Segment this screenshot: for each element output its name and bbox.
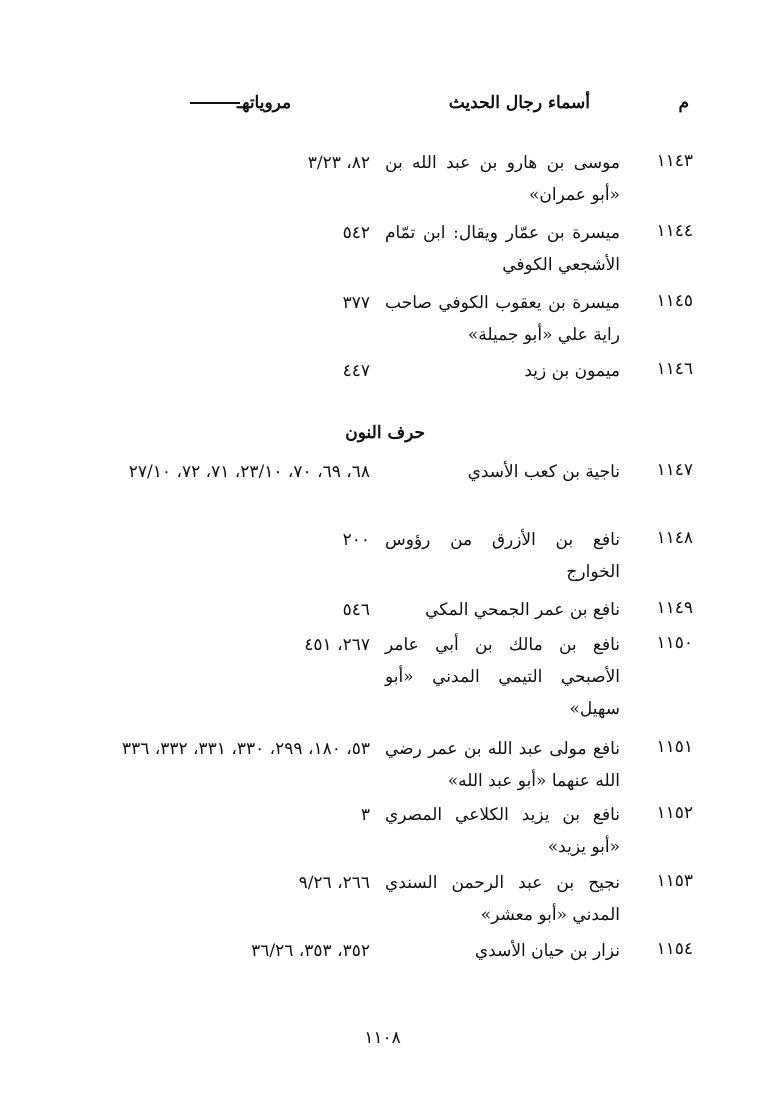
entry-name: نزار بن حيان الأسدي — [474, 941, 620, 961]
entry-name: نافع مولى عبد الله بن عمر رضي الله عنهما «أبو عبد الله» — [385, 739, 620, 791]
entry-refs: ٥٣، ١٨٠، ٢٩٩، ٣٣٠، ٣٣١، ٣٣٢، ٣٣٦ — [121, 739, 370, 759]
section-title: حرف النون — [345, 423, 425, 443]
entry-refs: ٦٨، ٦٩، ٧٠، ٢٣/١٠، ٧١، ٧٢، ٢٧/١٠ — [128, 462, 370, 482]
entry-refs: ٥٤٢ — [342, 223, 370, 243]
header-kashida-rule — [190, 102, 240, 104]
entry-refs: ٣٧٧ — [342, 293, 370, 313]
header-refs-column — [190, 93, 291, 115]
entry-name: نافع بن الأزرق من رؤوس الخوارج — [385, 530, 620, 582]
entry-number: ١١٤٧ — [656, 460, 693, 480]
entry-refs: ٣ — [360, 805, 370, 825]
entry-refs: ٢٦٧، ٤٥١ — [304, 635, 370, 655]
entry-name: موسى بن هارو بن عبد الله بن «أبو عمران» — [385, 153, 620, 205]
entry-refs: ٤٤٧ — [342, 361, 370, 381]
entry-number: ١١٤٤ — [656, 221, 693, 241]
entry-number: ١١٤٨ — [656, 528, 693, 548]
entry-name: ميمون بن زيد — [524, 361, 620, 381]
entry-number: ١١٤٦ — [656, 359, 693, 379]
page-number: ١١٠٨ — [364, 1028, 401, 1048]
entry-refs: ٢٠٠ — [342, 530, 370, 550]
entry-name: نجيح بن عبد الرحمن السندي المدني «أبو معشر» — [385, 873, 620, 925]
entry-refs: ٥٤٦ — [342, 600, 370, 620]
entry-refs: ٢٦٦، ٩/٢٦ — [298, 873, 370, 893]
entry-number: ١١٤٥ — [656, 291, 693, 311]
entry-number: ١١٥٠ — [656, 633, 693, 653]
entry-number: ١١٥١ — [656, 737, 693, 757]
entry-number: ١١٤٣ — [656, 151, 693, 171]
entry-number: ١١٤٩ — [656, 598, 693, 618]
header-refs-label: مروياتهـ — [237, 93, 292, 113]
entry-name: نافع بن يزيد الكلاعي المصري «أبو يزيد» — [385, 805, 620, 857]
header-name-column: أسماء رجال الحديث — [448, 93, 590, 113]
entry-name: ميسرة بن عمّار ويقال: ابن تمّام الأشجعي الكوفي — [385, 223, 620, 275]
entry-refs: ٣٥٢، ٣٥٣، ٣٦/٢٦ — [251, 941, 370, 961]
entry-number: ١١٥٣ — [656, 871, 693, 891]
entry-name: نافع بن مالك بن أبي عامر الأصبحي التيمي المدني «أبو سهيل» — [385, 635, 620, 719]
entry-name: نافع بن عمر الجمحي المكي — [425, 600, 620, 620]
entry-number: ١١٥٤ — [656, 939, 693, 959]
entry-refs: ٨٢، ٣/٢٣ — [307, 153, 370, 173]
entry-name: ناجية بن كعب الأسدي — [467, 462, 620, 482]
entry-number: ١١٥٢ — [656, 803, 693, 823]
entry-name: ميسرة بن يعقوب الكوفي صاحب راية علي «أبو جميلة» — [385, 293, 620, 345]
header-number-column: م — [678, 93, 689, 113]
